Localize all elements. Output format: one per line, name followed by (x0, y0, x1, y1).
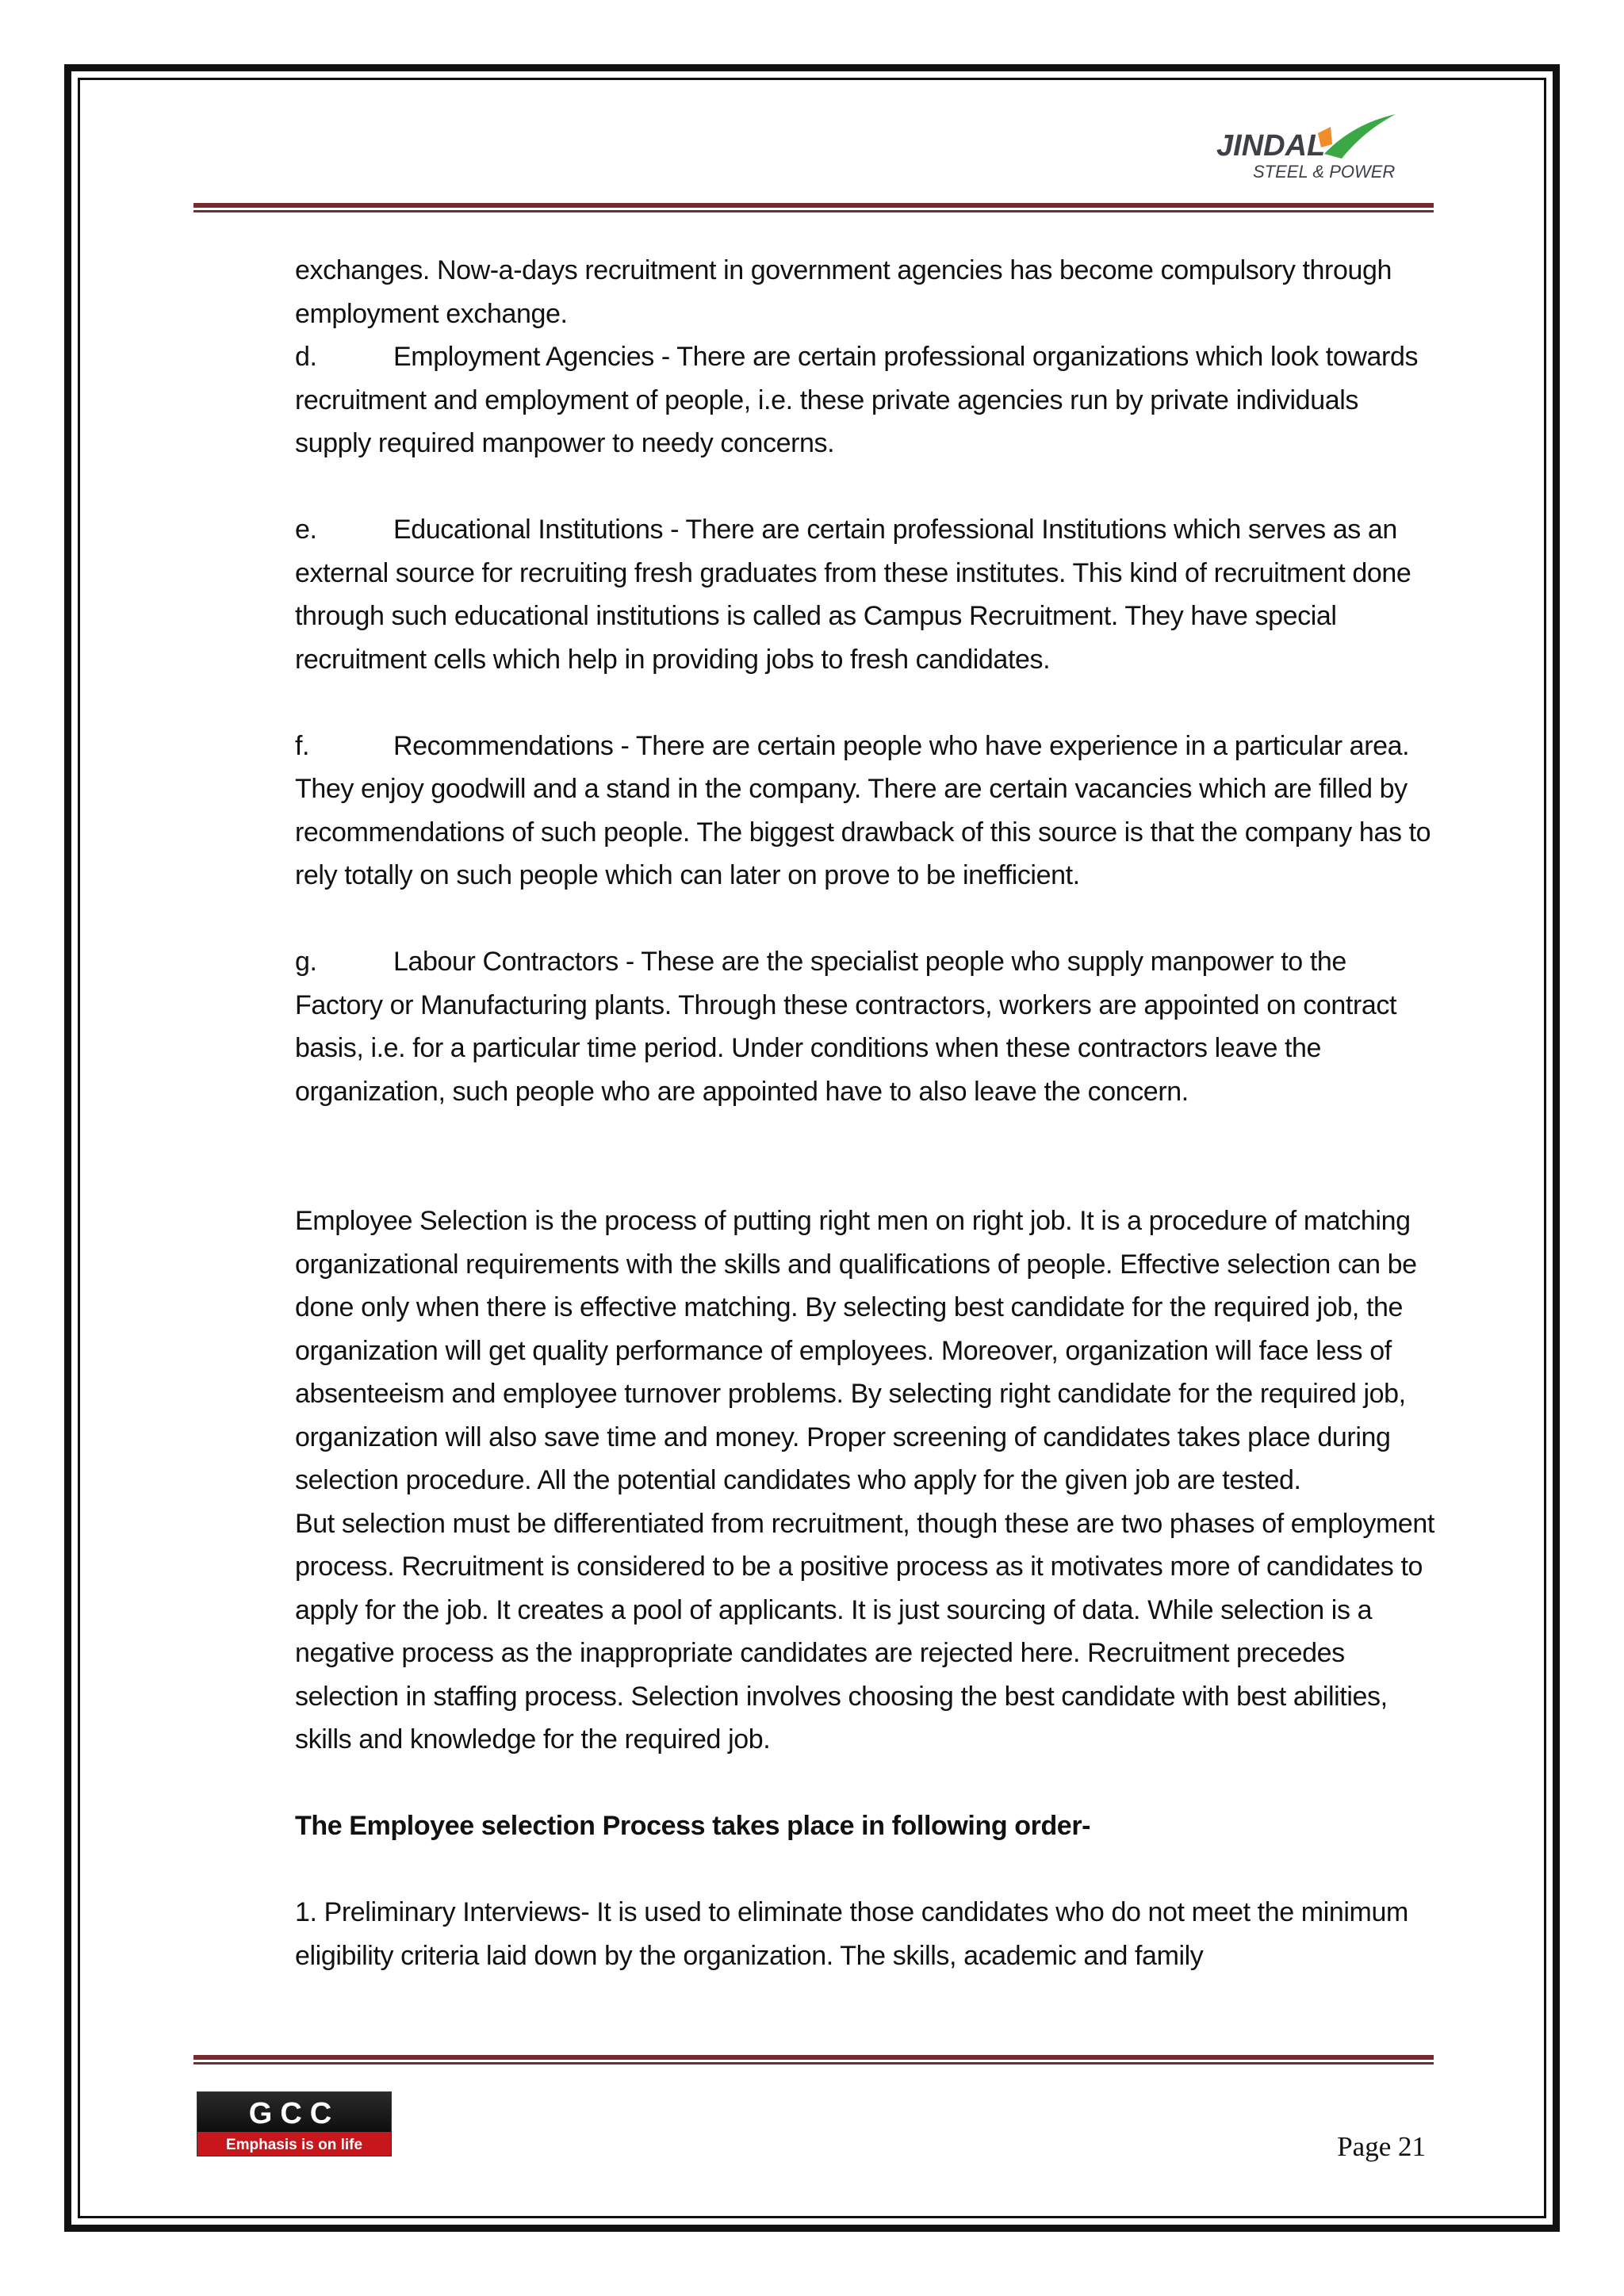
gcc-logo-letters: GCC (248, 2097, 340, 2130)
list-item-e (295, 508, 1437, 681)
paragraph-selection-vs-recruitment: But selection must be differentiated from recruitment, though these are two phases of employment process. Recruitment is considered to be a positive process as it motivates more of candidates to apply for the job. It creates a pool of applicants. It is just sourcing of data. While selection is a negative process as the inappropriate candidates are rejected here. Recruitment precedes selection in staffing process. Selection involves choosing the best candidate with best abilities, skills and knowledge for the required job. (295, 1508, 1434, 1755)
list-text-g: Labour Contractors - These are the specialist people who supply manpower to the Factory or Manufacturing plants. Through these contractors, workers are appointed on contract basis, i.e. for a particular time period. Under conditions when these contractors leave the organization, such people who are appointed have to also leave the concern. (295, 947, 1397, 1107)
footer-rule (193, 2055, 1434, 2064)
page-number: Page 21 (1337, 2131, 1426, 2162)
list-marker-f: f. (295, 730, 310, 761)
paragraph-exchanges: exchanges. Now-a-days recruitment in government agencies has become compulsory through employment exchange. (295, 255, 1392, 329)
gcc-logo-tagline: Emphasis is on life (225, 2137, 363, 2153)
paragraph-preliminary-interviews: 1. Preliminary Interviews- It is used to eliminate those candidates who do not meet the minimum eligibility criteria laid down by the organization. The skills, academic and family (295, 1897, 1408, 1971)
list-item-f (295, 725, 1437, 897)
list-item-g (295, 940, 1437, 1113)
list-marker-g: g. (295, 947, 317, 977)
list-text-f: Recommendations - There are certain people who have experience in a particular area. They enjoy goodwill and a stand in the company. There are certain vacancies which are filled by recommendations of such people. The biggest drawback of this source is that the company has to rely totally on such people which can later on prove to be inefficient. (295, 730, 1431, 890)
list-item-d (295, 335, 1437, 465)
gcc-logo (197, 2091, 392, 2156)
paragraph-employee-selection: Employee Selection is the process of putting right men on right job. It is a procedure of matching organizational requirements with the skills and qualifications of people. Effective selection can be done only when there is effective matching. By selecting best candidate for the required job, the organization will get quality performance of employees. Moreover, organization will face less of absenteeism and employee turnover problems. By selecting right candidate for the required job, organization will also save time and money. Proper screening of candidates takes place during selection procedure. All the potential candidates who apply for the given job are tested. (295, 1206, 1417, 1495)
list-marker-d: d. (295, 342, 317, 372)
list-text-e: Educational Institutions - There are certain professional Institutions which serves as an external source for recruiting fresh graduates from these institutes. This kind of recruitment done through such educational institutions is called as Campus Recruitment. They have special recruitment cells which help in providing jobs to fresh candidates. (295, 515, 1411, 675)
section-heading-selection-process: The Employee selection Process takes place in following order- (295, 1811, 1091, 1841)
document-body (295, 249, 1437, 1977)
header-rule (193, 203, 1434, 212)
jindal-steel-power-logo (1205, 109, 1404, 189)
list-text-d: Employment Agencies - There are certain professional organizations which look towards recruitment and employment of people, i.e. these private agencies run by private individuals supply required manpower to needy concerns. (295, 342, 1419, 458)
jindal-logo-subtitle: STEEL & POWER (1253, 162, 1396, 182)
list-marker-e: e. (295, 515, 317, 545)
jindal-logo-brand: JINDAL (1216, 129, 1326, 163)
